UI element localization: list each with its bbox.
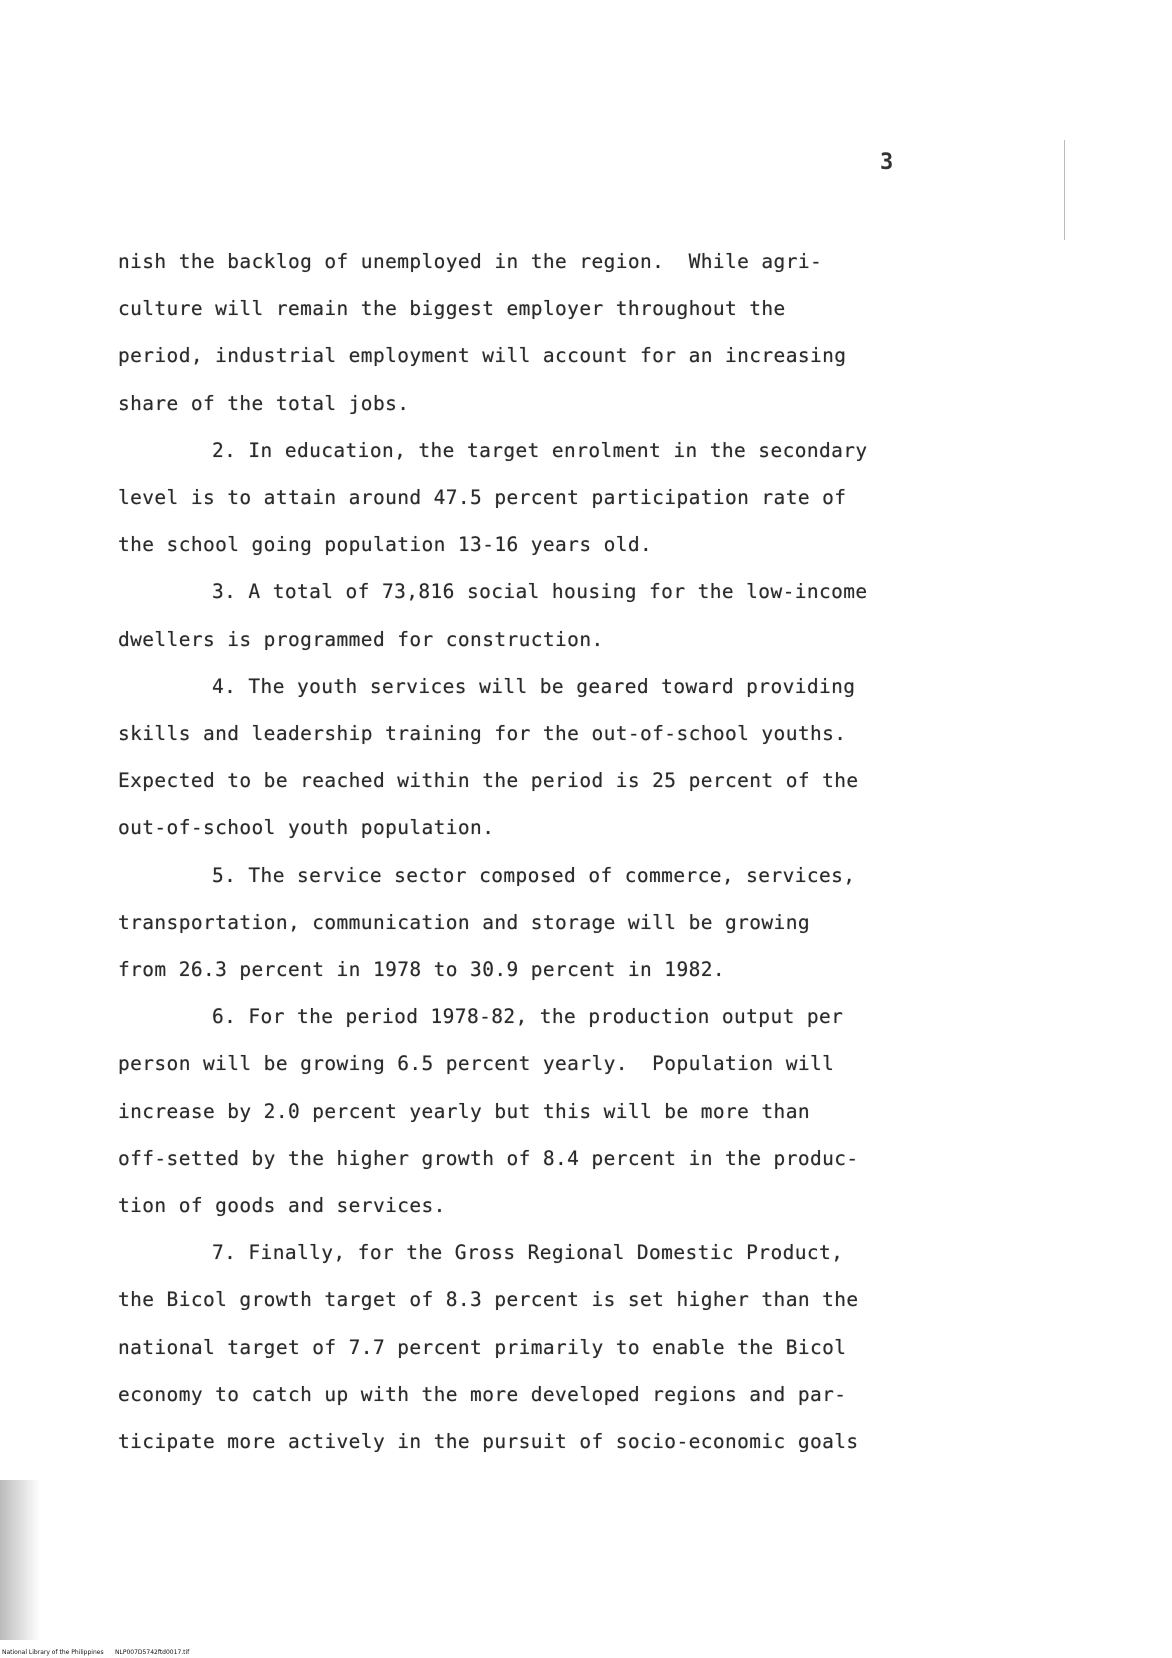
footer-library: National Library of the Philippines [2, 1649, 104, 1656]
paragraph [118, 852, 978, 994]
text-line: tion of goods and services. [118, 1194, 446, 1218]
text-line: 5. The service sector composed of commerce, services, [212, 863, 856, 887]
paragraph [118, 568, 978, 662]
text-line: ticipate more actively in the pursuit of socio-economic goals [118, 1430, 859, 1454]
text-line: share of the total jobs. [118, 391, 410, 415]
text-line: dwellers is programmed for construction. [118, 627, 604, 651]
paragraph [118, 238, 978, 427]
text-line: 7. Finally, for the Gross Regional Domestic Product, [212, 1241, 844, 1265]
text-line: national target of 7.7 percent primarily to enable the Bicol [118, 1335, 847, 1359]
text-line: culture will remain the biggest employer throughout the [118, 297, 786, 321]
paragraph [118, 663, 978, 852]
text-line: the Bicol growth target of 8.3 percent is set higher than the [118, 1288, 859, 1312]
page-number: 3 [880, 150, 894, 175]
footer-file-id: NLP007D5742ftd0017.tif [115, 1649, 190, 1656]
text-line: 6. For the period 1978-82, the production output per [212, 1005, 844, 1029]
text-line: transportation, communication and storage will be growing [118, 910, 810, 934]
text-line: from 26.3 percent in 1978 to 30.9 percent in 1982. [118, 958, 725, 982]
text-line: the school going population 13-16 years old. [118, 533, 653, 557]
document-body [118, 238, 978, 1465]
text-line: out-of-school youth population. [118, 816, 495, 840]
text-line: level is to attain around 47.5 percent participation rate of [118, 486, 847, 510]
paragraph [118, 1229, 978, 1465]
text-line: person will be growing 6.5 percent yearly. Population will [118, 1052, 835, 1076]
text-line: 3. A total of 73,816 social housing for the low-income [212, 580, 868, 604]
text-line: 4. The youth services will be geared toward providing [212, 674, 856, 698]
paragraph [118, 427, 978, 569]
paragraph [118, 993, 978, 1229]
text-line: increase by 2.0 percent yearly but this will be more than [118, 1099, 810, 1123]
text-line: skills and leadership training for the out-of-school youths. [118, 722, 847, 746]
scan-binding-shadow [0, 1480, 40, 1640]
text-line: off-setted by the higher growth of 8.4 percent in the produc- [118, 1146, 859, 1170]
text-line: nish the backlog of unemployed in the region. While agri- [118, 250, 823, 273]
scan-edge-mark [1062, 140, 1065, 240]
text-line: 2. In education, the target enrolment in the secondary [212, 438, 868, 462]
scan-footer [2, 1649, 189, 1656]
text-line: period, industrial employment will account for an increasing [118, 344, 847, 368]
text-line: Expected to be reached within the period is 25 percent of the [118, 769, 859, 793]
text-line: economy to catch up with the more developed regions and par- [118, 1382, 847, 1406]
